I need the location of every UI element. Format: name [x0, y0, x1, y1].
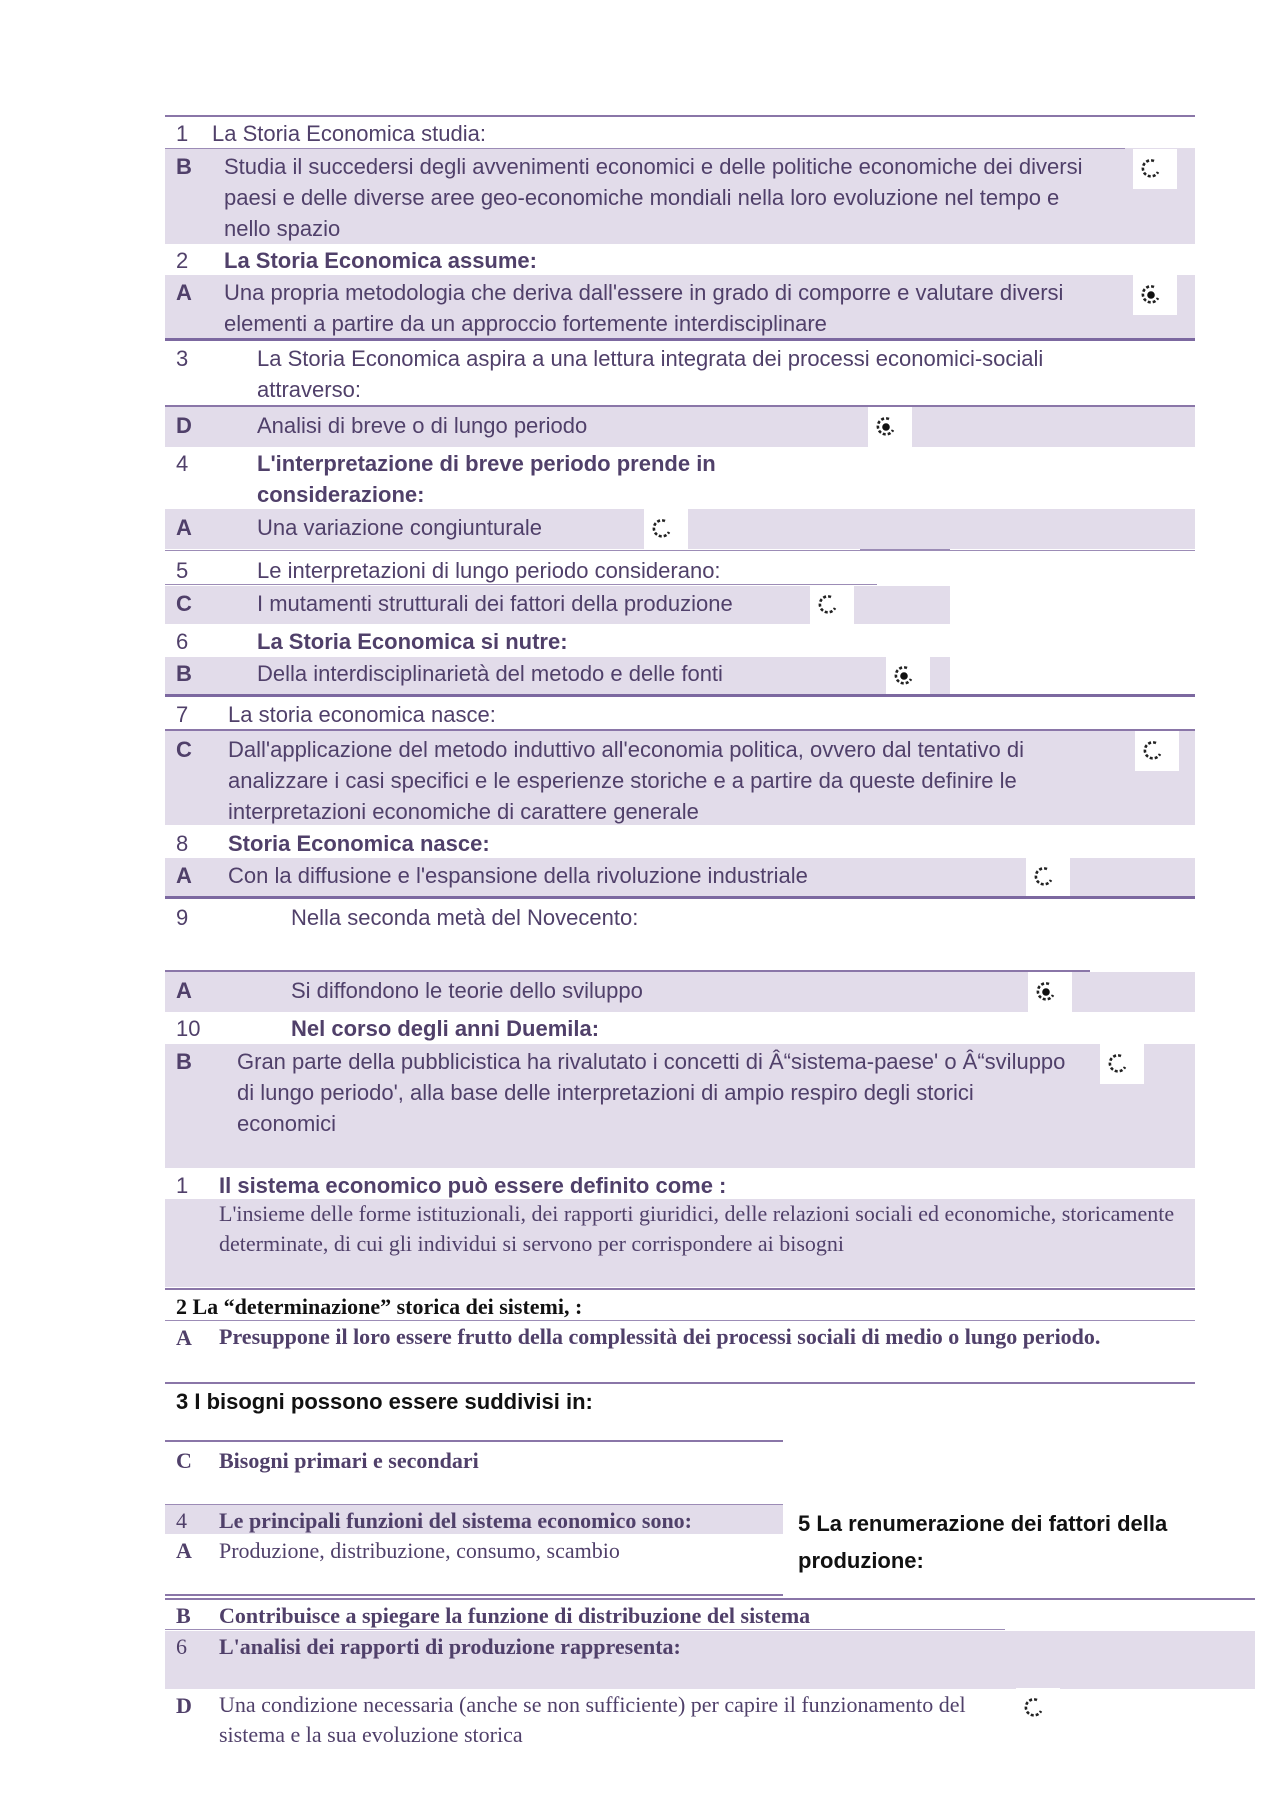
- answer-letter: B: [176, 154, 192, 179]
- answer-letter: D: [176, 1693, 192, 1718]
- answer-text: Dall'applicazione del metodo induttivo all'economia politica, ovvero dal tentativo di analizzare i casi specifici e le esperienze storiche e a partire da queste definire le interpretazioni economiche di carattere generale: [228, 737, 1024, 824]
- answer-radio[interactable]: [1133, 275, 1177, 315]
- radio-empty-icon: [816, 593, 840, 617]
- row-divider: [165, 1440, 783, 1442]
- answer-radio[interactable]: [1100, 1044, 1144, 1084]
- question-text: Nel corso degli anni Duemila:: [291, 1016, 600, 1041]
- question-number: 4: [176, 1508, 187, 1533]
- answer-letter: C: [176, 591, 192, 616]
- question-text: Nella seconda metà del Novecento:: [291, 905, 639, 930]
- radio-empty-icon: [1141, 739, 1165, 763]
- question-number: 6: [176, 1634, 187, 1659]
- radio-empty-icon: [1022, 1696, 1046, 1720]
- answer-text: Una condizione necessaria (anche se non sufficiente) per capire il funzionamento del sistema e la sua evoluzione storica: [219, 1692, 966, 1747]
- question-text: La Storia Economica si nutre:: [257, 629, 568, 654]
- question-text: L'analisi dei rapporti di produzione rappresenta:: [219, 1634, 681, 1659]
- question-number: 9: [176, 905, 189, 930]
- row-divider: [165, 148, 1125, 149]
- question-text: La Storia Economica aspira a una lettura integrata dei processi economici-sociali attraverso:: [257, 346, 1044, 402]
- question-text: La Storia Economica studia:: [212, 121, 486, 146]
- answer-letter: A: [176, 1538, 192, 1563]
- row-divider: [165, 896, 1195, 899]
- answer-text: Con la diffusione e l'espansione della rivoluzione industriale: [228, 863, 808, 888]
- answer-text: Si diffondono le teorie dello sviluppo: [291, 978, 643, 1003]
- question-text: L'interpretazione di breve periodo prende in considerazione:: [257, 451, 716, 507]
- question-text: 3 I bisogni possono essere suddivisi in:: [176, 1389, 593, 1414]
- question-number: 10: [176, 1016, 201, 1041]
- question-text: Il sistema economico può essere definito come :: [219, 1173, 727, 1198]
- answer-letter: D: [176, 413, 192, 438]
- radio-empty-icon: [1106, 1052, 1130, 1076]
- row-divider: [165, 338, 1195, 341]
- radio-selected-icon: [892, 664, 916, 688]
- question-text: Le principali funzioni del sistema economico sono:: [219, 1508, 692, 1533]
- answer-letter: A: [176, 978, 192, 1003]
- answer-letter: A: [176, 515, 192, 540]
- question-number: 5: [176, 558, 189, 583]
- question-number: 3: [176, 346, 189, 371]
- answer-letter: C: [176, 1448, 192, 1473]
- answer-text: Produzione, distribuzione, consumo, scambio: [219, 1538, 620, 1563]
- question-text: La storia economica nasce:: [228, 702, 496, 727]
- answer-radio[interactable]: [1016, 1688, 1060, 1728]
- answer-text: Una propria metodologia che deriva dall'essere in grado di comporre e valutare diversi elementi a partire da un approccio fortemente interdisciplinare: [224, 280, 1064, 336]
- answer-letter: C: [176, 737, 192, 762]
- question-text: 5 La renumerazione dei fattori della produzione:: [798, 1511, 1168, 1573]
- answer-text: L'insieme delle forme istituzionali, dei rapporti giuridici, delle relazioni sociali ed economiche, storicamente determinate, di cui gli individui si servono per corrispondere ai bisogni: [219, 1201, 1175, 1256]
- answer-radio[interactable]: [1135, 731, 1179, 771]
- radio-empty-icon: [650, 517, 674, 541]
- row-divider: [165, 1594, 783, 1596]
- row-divider: [165, 115, 1195, 117]
- answer-text: Studia il succedersi degli avvenimenti economici e delle politiche economiche dei diversi paesi e delle diverse aree geo-economiche mondiali nella loro evoluzione nel tempo e nello spazio: [224, 154, 1083, 241]
- question-number: 4: [176, 451, 189, 476]
- answer-letter: B: [176, 1049, 192, 1074]
- answer-radio[interactable]: [868, 407, 912, 447]
- answer-text: Della interdisciplinarietà del metodo e delle fonti: [257, 661, 723, 686]
- answer-radio[interactable]: [1028, 972, 1072, 1012]
- answer-letter: B: [176, 1603, 191, 1628]
- answer-text: I mutamenti strutturali dei fattori della produzione: [257, 591, 733, 616]
- answer-text: Contribuisce a spiegare la funzione di distribuzione del sistema: [219, 1603, 811, 1628]
- answer-text: Gran parte della pubblicistica ha rivalutato i concetti di Â“sistema-paese' o Â“sviluppo di lungo periodo', alla base delle interpretazioni di ampio respiro degli storici economici: [237, 1049, 1066, 1136]
- question-number: 6: [176, 629, 189, 654]
- question-number: 7: [176, 702, 189, 727]
- answer-text: Una variazione congiunturale: [257, 515, 542, 540]
- radio-empty-icon: [1139, 157, 1163, 181]
- question-text: 2 La “determinazione” storica dei sistemi, :: [176, 1294, 583, 1319]
- answer-letter: B: [176, 661, 192, 686]
- answer-text: Presuppone il loro essere frutto della complessità dei processi sociali di medio o lungo periodo.: [219, 1324, 1101, 1349]
- row-divider: [860, 549, 950, 550]
- answer-radio[interactable]: [1133, 149, 1177, 189]
- row-divider: [165, 1288, 1195, 1290]
- question-number: 8: [176, 831, 189, 856]
- radio-selected-icon: [1034, 980, 1058, 1004]
- question-number: 1: [176, 1173, 189, 1198]
- radio-selected-icon: [874, 415, 898, 439]
- question-text: Le interpretazioni di lungo periodo considerano:: [257, 558, 721, 583]
- row-divider: [165, 1382, 1195, 1384]
- radio-selected-icon: [1139, 283, 1163, 307]
- answer-letter: A: [176, 1325, 192, 1350]
- question-number: 1: [176, 121, 189, 146]
- answer-letter: A: [176, 280, 192, 305]
- question-text: Storia Economica nasce:: [228, 831, 490, 856]
- row-divider: [165, 694, 1195, 697]
- answer-text: Bisogni primari e secondari: [219, 1448, 479, 1473]
- radio-empty-icon: [1032, 865, 1056, 889]
- answer-radio[interactable]: [810, 585, 854, 625]
- row-divider: [165, 550, 1195, 551]
- answer-radio[interactable]: [644, 509, 688, 549]
- question-text: La Storia Economica assume:: [224, 248, 537, 273]
- answer-radio[interactable]: [886, 656, 930, 696]
- row-divider: [165, 584, 877, 585]
- question-number: 2: [176, 248, 189, 273]
- row-divider: [165, 1629, 1005, 1630]
- answer-text: Analisi di breve o di lungo periodo: [257, 413, 588, 438]
- answer-radio[interactable]: [1026, 857, 1070, 897]
- row-divider: [165, 1320, 1195, 1321]
- answer-letter: A: [176, 863, 192, 888]
